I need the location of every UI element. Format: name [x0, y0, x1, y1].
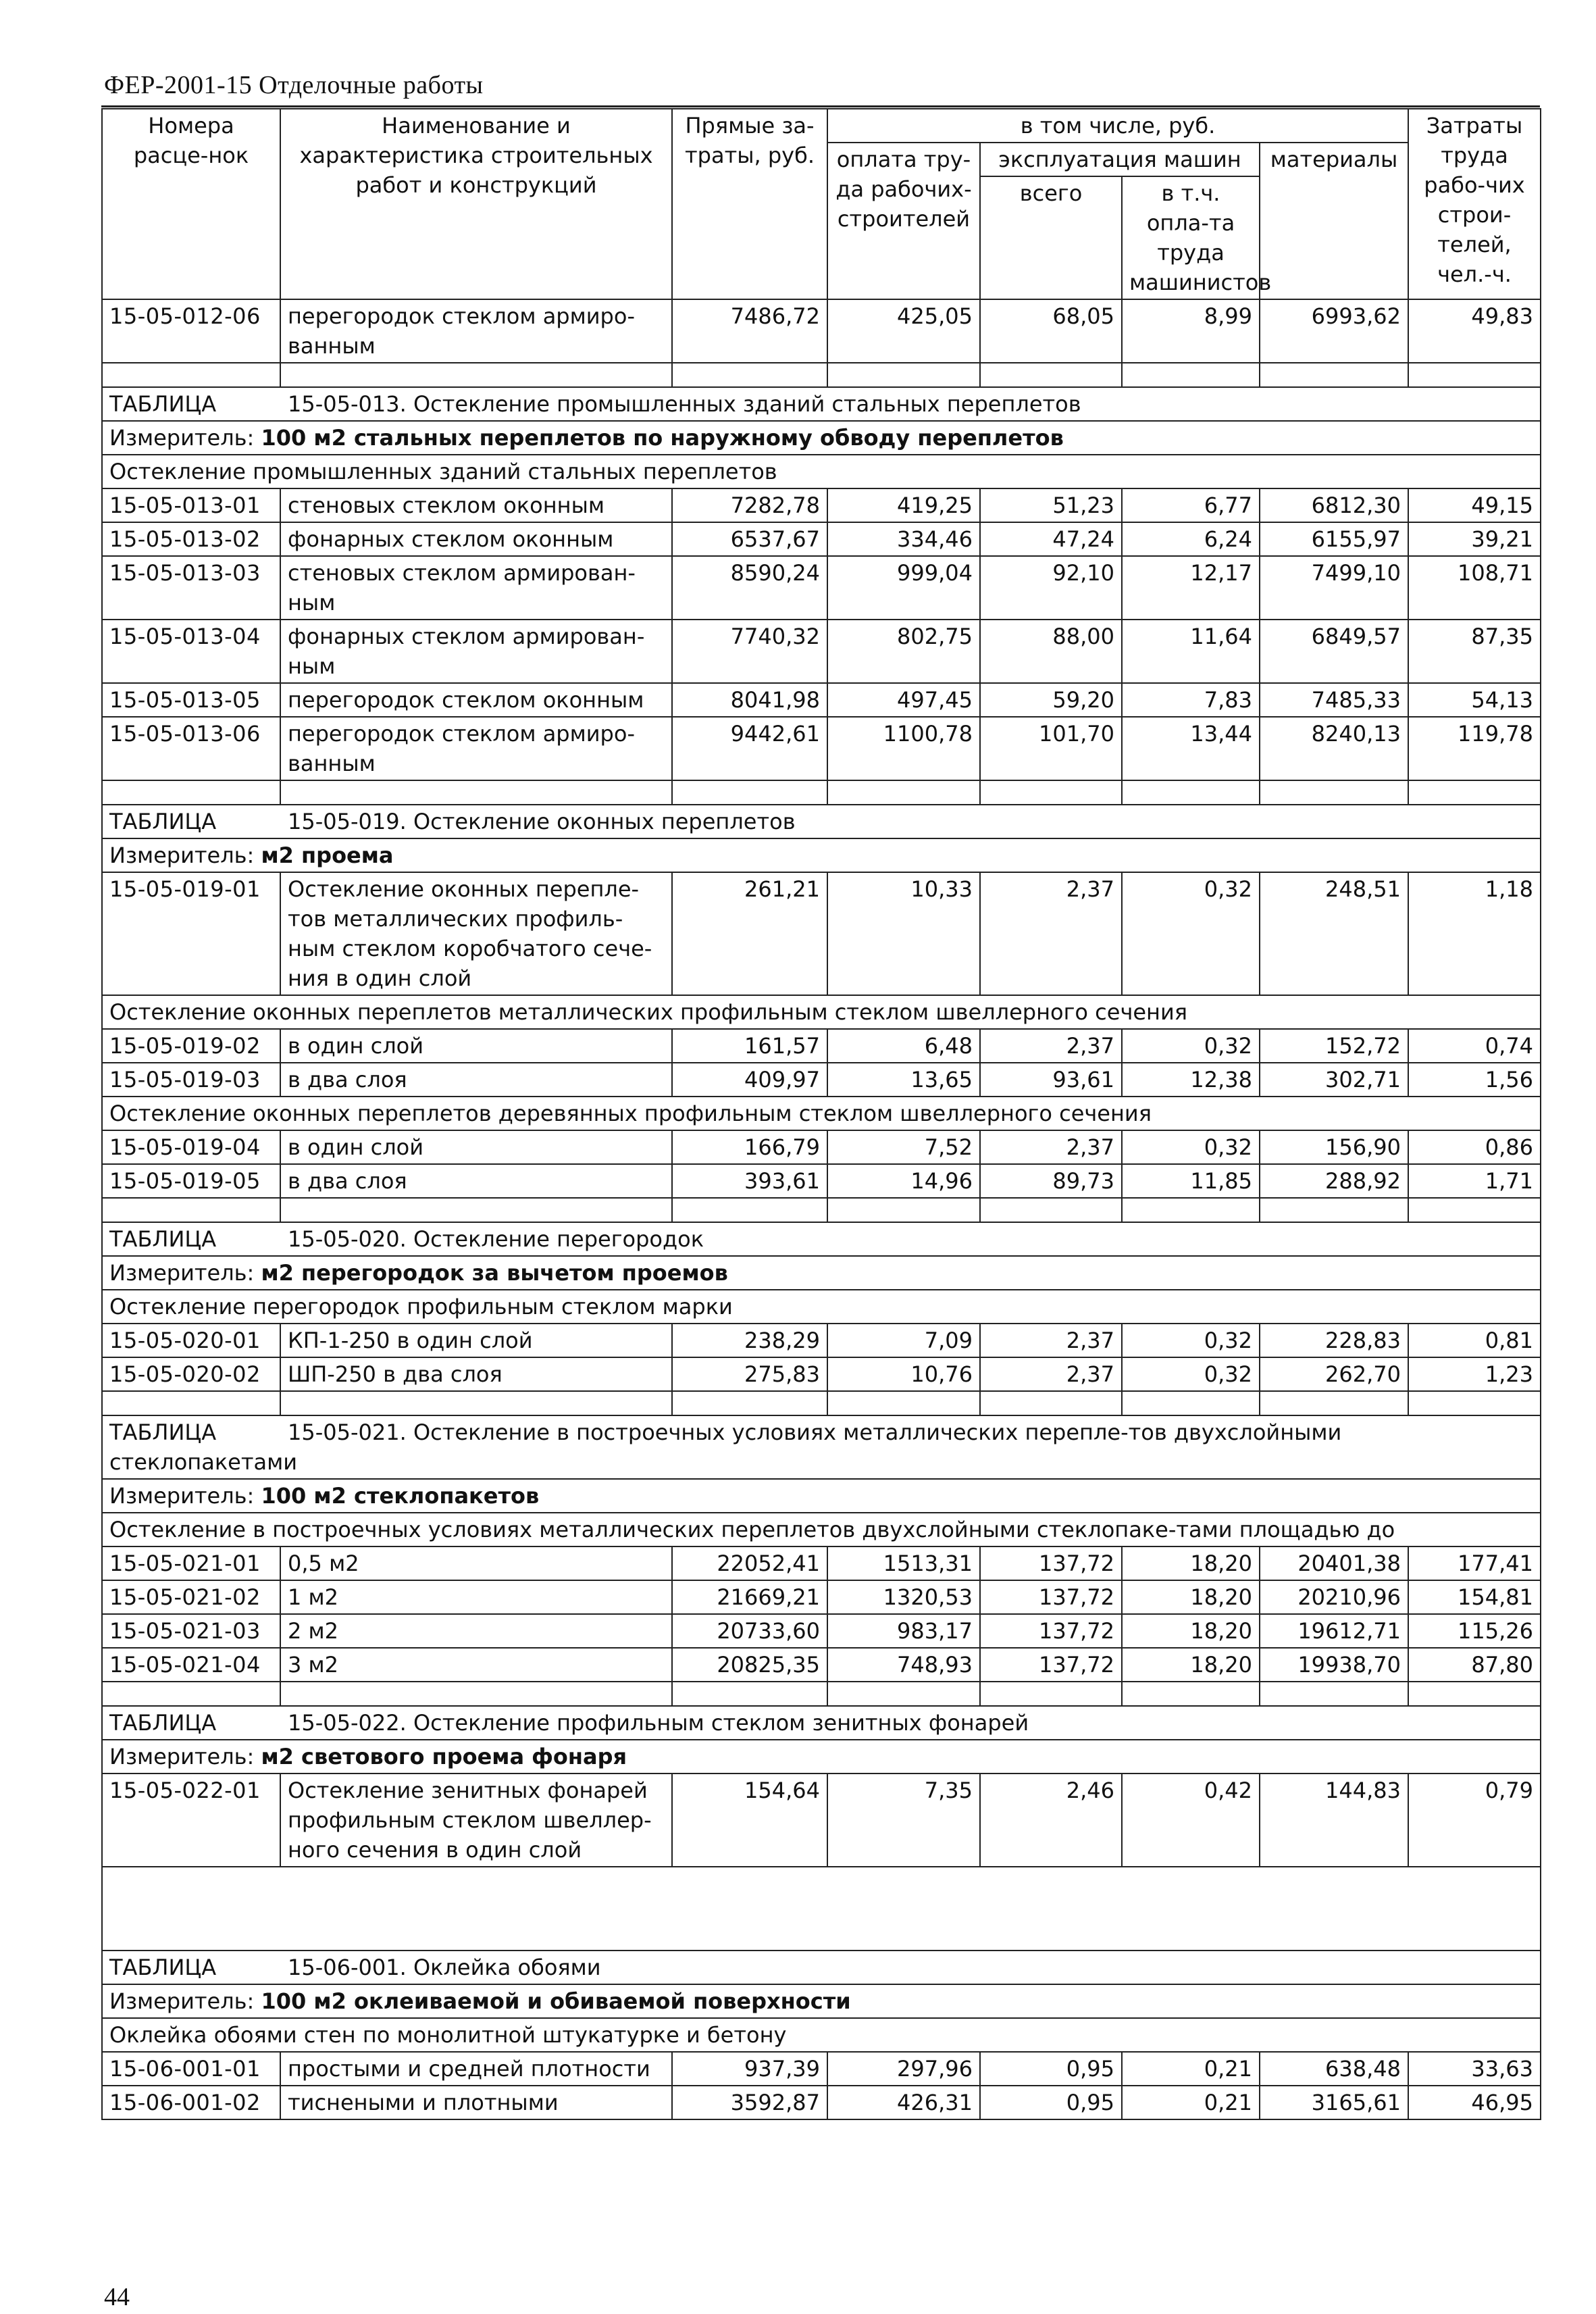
table-row [102, 1774, 1541, 1867]
table-title [102, 1415, 1541, 1479]
work-name: 3 м2 [280, 1648, 672, 1682]
spacer-row [102, 363, 1541, 387]
direct-cost: 7486,72 [672, 299, 827, 363]
direct-cost: 22052,41 [672, 1546, 827, 1580]
work-name: простыми и средней плотности [280, 2052, 672, 2086]
labor-pay: 802,75 [827, 620, 980, 683]
meter-row [102, 1479, 1541, 1513]
labor-hours: 87,35 [1408, 620, 1541, 683]
direct-cost: 409,97 [672, 1063, 827, 1097]
table-row [102, 1063, 1541, 1097]
materials-cost: 248,51 [1260, 872, 1408, 995]
labor-hours: 115,26 [1408, 1614, 1541, 1648]
table-row [102, 299, 1541, 363]
rate-code: 15-05-019-02 [102, 1029, 280, 1063]
labor-hours: 39,21 [1408, 522, 1541, 556]
rate-code: 15-05-021-01 [102, 1546, 280, 1580]
section-row [102, 2018, 1541, 2052]
direct-cost: 937,39 [672, 2052, 827, 2086]
machinist-pay: 7,83 [1122, 683, 1260, 717]
meter [102, 1740, 1541, 1774]
section-row [102, 455, 1541, 488]
labor-hours: 0,79 [1408, 1774, 1541, 1867]
machines-total: 2,46 [980, 1774, 1122, 1867]
table-row [102, 1130, 1541, 1164]
meter-label: Измеритель: [109, 1483, 255, 1509]
machines-total: 0,95 [980, 2086, 1122, 2119]
machinist-pay: 18,20 [1122, 1648, 1260, 1682]
materials-cost: 288,92 [1260, 1164, 1408, 1198]
machinist-pay: 0,32 [1122, 1029, 1260, 1063]
machinist-pay: 8,99 [1122, 299, 1260, 363]
table-row [102, 488, 1541, 522]
machines-total: 137,72 [980, 1580, 1122, 1614]
materials-cost: 7499,10 [1260, 556, 1408, 620]
machines-total: 2,37 [980, 1130, 1122, 1164]
table-label: ТАБЛИЦА [109, 1710, 217, 1736]
section-title: Остекление промышленных зданий стальных переплетов [102, 455, 1541, 488]
table-row [102, 556, 1541, 620]
machinist-pay: 6,24 [1122, 522, 1260, 556]
machines-total: 137,72 [980, 1648, 1122, 1682]
labor-pay: 10,76 [827, 1357, 980, 1391]
direct-cost: 166,79 [672, 1130, 827, 1164]
labor-pay: 10,33 [827, 872, 980, 995]
meter [102, 421, 1541, 455]
running-header: ФЕР-2001-15 Отделочные работы [104, 71, 484, 99]
col-labor-pay-header: оплата тру-да рабочих-строителей [827, 143, 980, 299]
machines-total: 88,00 [980, 620, 1122, 683]
labor-hours: 54,13 [1408, 683, 1541, 717]
machines-total: 89,73 [980, 1164, 1122, 1198]
rate-code: 15-05-019-03 [102, 1063, 280, 1097]
table-row [102, 1546, 1541, 1580]
machines-total: 2,37 [980, 1324, 1122, 1357]
labor-hours: 1,18 [1408, 872, 1541, 995]
table-heading: 15-05-019. Остекление оконных переплетов [288, 809, 796, 834]
labor-hours: 0,86 [1408, 1130, 1541, 1164]
col-direct-header: Прямые за-траты, руб. [672, 109, 827, 299]
work-name: Остекление зенитных фонарей профильным стеклом швеллер-ного сечения в один слой [280, 1774, 672, 1867]
spacer-row [102, 780, 1541, 805]
labor-pay: 748,93 [827, 1648, 980, 1682]
labor-hours: 119,78 [1408, 717, 1541, 780]
table-title-row [102, 387, 1541, 421]
machinist-pay: 12,38 [1122, 1063, 1260, 1097]
direct-cost: 161,57 [672, 1029, 827, 1063]
rate-code: 15-05-021-02 [102, 1580, 280, 1614]
meter-value: 100 м2 стальных переплетов по наружному обводу переплетов [261, 425, 1064, 451]
table-title-row [102, 1951, 1541, 1984]
rate-code: 15-05-021-04 [102, 1648, 280, 1682]
machinist-pay: 0,32 [1122, 872, 1260, 995]
materials-cost: 152,72 [1260, 1029, 1408, 1063]
table-row [102, 620, 1541, 683]
rate-code: 15-05-013-01 [102, 488, 280, 522]
table-title-row [102, 805, 1541, 838]
page-number: 44 [104, 2283, 130, 2311]
meter-row [102, 1984, 1541, 2018]
direct-cost: 7282,78 [672, 488, 827, 522]
work-name: в один слой [280, 1130, 672, 1164]
labor-pay: 14,96 [827, 1164, 980, 1198]
rate-code: 15-05-022-01 [102, 1774, 280, 1867]
rate-code: 15-05-013-06 [102, 717, 280, 780]
table-heading: 15-05-022. Остекление профильным стеклом зенитных фонарей [288, 1710, 1029, 1736]
table-body [102, 299, 1541, 2119]
materials-cost: 19612,71 [1260, 1614, 1408, 1648]
work-name: 2 м2 [280, 1614, 672, 1648]
work-name: перегородок стеклом армиро-ванным [280, 299, 672, 363]
section-row [102, 995, 1541, 1029]
table-row [102, 1164, 1541, 1198]
table-row [102, 1614, 1541, 1648]
table-title [102, 805, 1541, 838]
labor-pay: 999,04 [827, 556, 980, 620]
col-materials-header: материалы [1260, 143, 1408, 299]
col-labor-hours-header: Затраты труда рабо-чих строи-телей, чел.-ч. [1408, 109, 1541, 299]
table-heading: 15-06-001. Оклейка обоями [288, 1955, 601, 1980]
labor-pay: 297,96 [827, 2052, 980, 2086]
labor-pay: 426,31 [827, 2086, 980, 2119]
labor-hours: 108,71 [1408, 556, 1541, 620]
machines-total: 2,37 [980, 1357, 1122, 1391]
meter-label: Измеритель: [109, 842, 255, 868]
machines-total: 2,37 [980, 872, 1122, 995]
labor-pay: 425,05 [827, 299, 980, 363]
machinist-pay: 0,21 [1122, 2086, 1260, 2119]
materials-cost: 7485,33 [1260, 683, 1408, 717]
table-row [102, 683, 1541, 717]
labor-hours: 49,15 [1408, 488, 1541, 522]
machines-total: 93,61 [980, 1063, 1122, 1097]
work-name: перегородок стеклом армиро-ванным [280, 717, 672, 780]
meter-row [102, 838, 1541, 872]
rate-code: 15-05-013-03 [102, 556, 280, 620]
direct-cost: 154,64 [672, 1774, 827, 1867]
meter-label: Измеритель: [109, 1744, 255, 1769]
work-name: 1 м2 [280, 1580, 672, 1614]
table-heading: 15-05-021. Остекление в построечных условиях металлических перепле-тов двухслойными стеклопакетами [109, 1419, 1342, 1475]
direct-cost: 393,61 [672, 1164, 827, 1198]
rate-code: 15-06-001-02 [102, 2086, 280, 2119]
labor-pay: 419,25 [827, 488, 980, 522]
machines-total: 47,24 [980, 522, 1122, 556]
labor-pay: 334,46 [827, 522, 980, 556]
materials-cost: 6155,97 [1260, 522, 1408, 556]
machinist-pay: 13,44 [1122, 717, 1260, 780]
spacer-row [102, 1391, 1541, 1415]
labor-pay: 1320,53 [827, 1580, 980, 1614]
col-code-header: Номера расце-нок [102, 109, 280, 299]
section-title: Остекление оконных переплетов металлических профильным стеклом швеллерного сечения [102, 995, 1541, 1029]
labor-pay: 6,48 [827, 1029, 980, 1063]
materials-cost: 638,48 [1260, 2052, 1408, 2086]
machines-total: 51,23 [980, 488, 1122, 522]
meter-label: Измеритель: [109, 1988, 255, 2014]
work-name: КП-1-250 в один слой [280, 1324, 672, 1357]
rate-code: 15-05-019-04 [102, 1130, 280, 1164]
table-title [102, 387, 1541, 421]
labor-hours: 177,41 [1408, 1546, 1541, 1580]
direct-cost: 6537,67 [672, 522, 827, 556]
machinist-pay: 18,20 [1122, 1546, 1260, 1580]
table-title [102, 1706, 1541, 1740]
meter-row [102, 421, 1541, 455]
table-row [102, 1357, 1541, 1391]
labor-pay: 13,65 [827, 1063, 980, 1097]
table-label: ТАБЛИЦА [109, 1955, 217, 1980]
work-name: в два слоя [280, 1063, 672, 1097]
table-row [102, 1648, 1541, 1682]
col-including-header: в том числе, руб. [827, 109, 1408, 143]
spacer-row [102, 1682, 1541, 1706]
direct-cost: 7740,32 [672, 620, 827, 683]
section-row [102, 1513, 1541, 1546]
meter-label: Измеритель: [109, 1260, 255, 1286]
col-machines-header: эксплуатация машин [980, 143, 1260, 176]
table-title [102, 1951, 1541, 1984]
labor-pay: 983,17 [827, 1614, 980, 1648]
meter-row [102, 1740, 1541, 1774]
direct-cost: 275,83 [672, 1357, 827, 1391]
meter [102, 1479, 1541, 1513]
table-title-row [102, 1415, 1541, 1479]
section-row [102, 1097, 1541, 1130]
header-rule [101, 105, 1540, 107]
table-title-row [102, 1706, 1541, 1740]
machinist-pay: 6,77 [1122, 488, 1260, 522]
work-name: в один слой [280, 1029, 672, 1063]
meter-value: м2 светового проема фонаря [261, 1744, 627, 1769]
labor-hours: 1,71 [1408, 1164, 1541, 1198]
machines-total: 137,72 [980, 1546, 1122, 1580]
machines-total: 2,37 [980, 1029, 1122, 1063]
labor-pay: 497,45 [827, 683, 980, 717]
direct-cost: 8590,24 [672, 556, 827, 620]
spacer-row [102, 1198, 1541, 1222]
labor-pay: 1100,78 [827, 717, 980, 780]
rate-code: 15-05-019-01 [102, 872, 280, 995]
meter-value: 100 м2 оклеиваемой и обиваемой поверхности [261, 1988, 851, 2014]
rate-code: 15-05-013-04 [102, 620, 280, 683]
materials-cost: 302,71 [1260, 1063, 1408, 1097]
materials-cost: 144,83 [1260, 1774, 1408, 1867]
table-row [102, 717, 1541, 780]
rate-code: 15-05-020-02 [102, 1357, 280, 1391]
col-name-header: Наименование и характеристика строительных работ и конструкций [280, 109, 672, 299]
materials-cost: 228,83 [1260, 1324, 1408, 1357]
labor-pay: 1513,31 [827, 1546, 980, 1580]
direct-cost: 9442,61 [672, 717, 827, 780]
direct-cost: 20825,35 [672, 1648, 827, 1682]
direct-cost: 261,21 [672, 872, 827, 995]
work-name: 0,5 м2 [280, 1546, 672, 1580]
labor-hours: 33,63 [1408, 2052, 1541, 2086]
machinist-pay: 11,64 [1122, 620, 1260, 683]
machinist-pay: 0,42 [1122, 1774, 1260, 1867]
meter-value: 100 м2 стеклопакетов [261, 1483, 540, 1509]
table-row [102, 2086, 1541, 2119]
work-name: перегородок стеклом оконным [280, 683, 672, 717]
direct-cost: 238,29 [672, 1324, 827, 1357]
labor-hours: 1,56 [1408, 1063, 1541, 1097]
materials-cost: 20210,96 [1260, 1580, 1408, 1614]
column-header [102, 109, 1541, 299]
machinist-pay: 0,32 [1122, 1130, 1260, 1164]
rate-code: 15-05-019-05 [102, 1164, 280, 1198]
table-heading: 15-05-020. Остекление перегородок [288, 1226, 704, 1252]
materials-cost: 6993,62 [1260, 299, 1408, 363]
work-name: тиснеными и плотными [280, 2086, 672, 2119]
table-label: ТАБЛИЦА [109, 809, 217, 834]
rate-code: 15-06-001-01 [102, 2052, 280, 2086]
labor-pay: 7,35 [827, 1774, 980, 1867]
meter-value: м2 проема [261, 842, 394, 868]
materials-cost: 156,90 [1260, 1130, 1408, 1164]
rates-table [101, 108, 1541, 2120]
table-row [102, 1029, 1541, 1063]
labor-pay: 7,09 [827, 1324, 980, 1357]
col-machines-total-header: всего [980, 176, 1122, 299]
table-title-row [102, 1222, 1541, 1256]
materials-cost: 6812,30 [1260, 488, 1408, 522]
work-name: стеновых стеклом оконным [280, 488, 672, 522]
materials-cost: 8240,13 [1260, 717, 1408, 780]
materials-cost: 262,70 [1260, 1357, 1408, 1391]
work-name: ШП-250 в два слоя [280, 1357, 672, 1391]
blank-row [102, 1867, 1541, 1951]
meter [102, 838, 1541, 872]
machines-total: 137,72 [980, 1614, 1122, 1648]
table-heading: 15-05-013. Остекление промышленных зданий стальных переплетов [288, 391, 1081, 417]
rate-code: 15-05-013-05 [102, 683, 280, 717]
table-title [102, 1222, 1541, 1256]
labor-hours: 0,81 [1408, 1324, 1541, 1357]
meter [102, 1984, 1541, 2018]
labor-hours: 46,95 [1408, 2086, 1541, 2119]
machinist-pay: 0,21 [1122, 2052, 1260, 2086]
direct-cost: 21669,21 [672, 1580, 827, 1614]
labor-hours: 87,80 [1408, 1648, 1541, 1682]
machines-total: 0,95 [980, 2052, 1122, 2086]
labor-hours: 1,23 [1408, 1357, 1541, 1391]
materials-cost: 19938,70 [1260, 1648, 1408, 1682]
table-row [102, 872, 1541, 995]
machinist-pay: 18,20 [1122, 1614, 1260, 1648]
machinist-pay: 11,85 [1122, 1164, 1260, 1198]
section-title: Остекление перегородок профильным стеклом марки [102, 1290, 1541, 1324]
table-row [102, 1324, 1541, 1357]
machines-total: 92,10 [980, 556, 1122, 620]
table-row [102, 522, 1541, 556]
work-name: в два слоя [280, 1164, 672, 1198]
section-title: Оклейка обоями стен по монолитной штукатурке и бетону [102, 2018, 1541, 2052]
work-name: фонарных стеклом оконным [280, 522, 672, 556]
meter-row [102, 1256, 1541, 1290]
direct-cost: 8041,98 [672, 683, 827, 717]
section-title: Остекление оконных переплетов деревянных профильным стеклом швеллерного сечения [102, 1097, 1541, 1130]
machinist-pay: 0,32 [1122, 1357, 1260, 1391]
table-label: ТАБЛИЦА [109, 1419, 217, 1445]
machines-total: 68,05 [980, 299, 1122, 363]
machines-total: 59,20 [980, 683, 1122, 717]
labor-hours: 0,74 [1408, 1029, 1541, 1063]
direct-cost: 3592,87 [672, 2086, 827, 2119]
meter-value: м2 перегородок за вычетом проемов [261, 1260, 728, 1286]
materials-cost: 3165,61 [1260, 2086, 1408, 2119]
labor-hours: 49,83 [1408, 299, 1541, 363]
rate-code: 15-05-021-03 [102, 1614, 280, 1648]
meter [102, 1256, 1541, 1290]
materials-cost: 20401,38 [1260, 1546, 1408, 1580]
machines-total: 101,70 [980, 717, 1122, 780]
direct-cost: 20733,60 [672, 1614, 827, 1648]
work-name: стеновых стеклом армирован-ным [280, 556, 672, 620]
labor-hours: 154,81 [1408, 1580, 1541, 1614]
table-row [102, 1580, 1541, 1614]
table-label: ТАБЛИЦА [109, 1226, 217, 1252]
work-name: фонарных стеклом армирован-ным [280, 620, 672, 683]
materials-cost: 6849,57 [1260, 620, 1408, 683]
work-name: Остекление оконных перепле-тов металлических профиль-ным стеклом коробчатого сече-ния в один слой [280, 872, 672, 995]
machinist-pay: 18,20 [1122, 1580, 1260, 1614]
section-row [102, 1290, 1541, 1324]
table-label: ТАБЛИЦА [109, 391, 217, 417]
machinist-pay: 12,17 [1122, 556, 1260, 620]
meter-label: Измеритель: [109, 425, 255, 451]
rate-code: 15-05-020-01 [102, 1324, 280, 1357]
rate-code: 15-05-012-06 [102, 299, 280, 363]
labor-pay: 7,52 [827, 1130, 980, 1164]
col-machinist-pay-header: в т.ч. опла-та труда машинистов [1122, 176, 1260, 299]
rate-code: 15-05-013-02 [102, 522, 280, 556]
table-row [102, 2052, 1541, 2086]
section-title: Остекление в построечных условиях металлических переплетов двухслойными стеклопаке-тами площадью до [102, 1513, 1541, 1546]
machinist-pay: 0,32 [1122, 1324, 1260, 1357]
